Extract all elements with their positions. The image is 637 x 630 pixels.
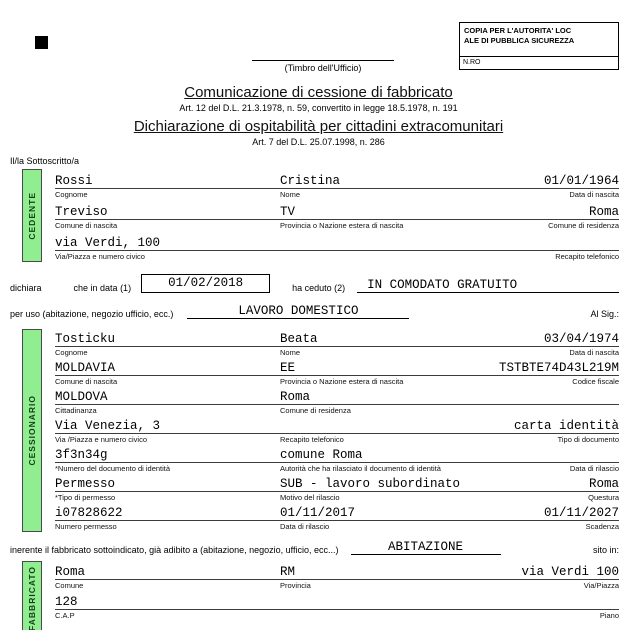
cessionario-comune-residenza-label: Comune di residenza <box>280 406 351 415</box>
cedente-recapito-label: Recapito telefonico <box>555 252 619 261</box>
section-cessionario <box>22 329 619 532</box>
cessionario-indirizzo-value: Via Venezia, 3 <box>55 418 161 433</box>
fabbricato-cap-label: C.A.P <box>55 611 75 620</box>
cessionario-scadenza-label: Scadenza <box>585 522 619 531</box>
secondary-subtitle: Art. 7 del D.L. 25.07.1998, n. 286 <box>252 137 385 147</box>
cessionario-row-address <box>55 416 619 445</box>
cedente-indirizzo-label: Via/Piazza e numero civico <box>55 252 145 261</box>
fabbricato-via-label: Via/Piazza <box>583 581 619 590</box>
copy-authority-line1: COPIA PER L'AUTORITA' LOC <box>464 26 572 35</box>
cedente-comune-residenza-value: Roma <box>588 204 619 219</box>
office-stamp-area <box>252 60 394 73</box>
cessionario-nome-label: Nome <box>280 348 301 357</box>
inerente-label: inerente il fabbricato sottoindicato, già adibito a (abitazione, negozio, ufficio, ecc...) <box>10 545 339 555</box>
cedente-indirizzo-value: via Verdi, 100 <box>55 235 161 250</box>
cessionario-tipo-permesso-label: *Tipo di permesso <box>55 493 116 502</box>
registration-corner-mark <box>35 36 48 49</box>
cessionario-row-permesso-dati <box>55 503 619 532</box>
cessionario-indirizzo-label: Via /Piazza e numero civico <box>55 435 147 444</box>
cessionario-tipo-documento-label: Tipo di documento <box>557 435 619 444</box>
section-cedente <box>22 169 619 262</box>
cedente-comune-residenza-label: Comune di residenza <box>548 221 619 230</box>
inerente-row <box>10 539 619 555</box>
cedente-comune-nascita-label: Comune di nascita <box>55 221 118 230</box>
cessionario-row-citizenship <box>55 387 619 416</box>
cessionario-data-rilascio-doc-label: Data di rilascio <box>569 464 619 473</box>
titolo-cessione-value: IN COMODATO GRATUITO <box>357 279 619 294</box>
cessionario-provincia-value: EE <box>280 360 296 375</box>
declaration-row <box>10 271 619 293</box>
secondary-title: Dichiarazione di ospitabilità per cittadini extracomunitari <box>133 118 504 135</box>
cedente-cognome-label: Cognome <box>55 190 88 199</box>
cedente-tab-label: CEDENTE <box>27 191 37 240</box>
stamp-label: (Timbro dell'Ufficio) <box>284 63 362 73</box>
copy-authority-text <box>460 23 618 56</box>
che-in-data-label: che in data (1) <box>73 283 132 293</box>
cedente-row-identity <box>55 169 619 200</box>
stamp-line <box>252 60 394 61</box>
fabbricato-row-location <box>55 561 619 591</box>
fabbricato-via-value: via Verdi 100 <box>521 564 619 579</box>
cessionario-motivo-rilascio-value: SUB - lavoro subordinato <box>280 476 461 491</box>
cessionario-codice-fiscale-value: TSTBTE74D43L219M <box>498 360 619 375</box>
fabbricato-provincia-value: RM <box>280 564 296 579</box>
cedente-cognome-value: Rossi <box>55 173 93 188</box>
fabbricato-provincia-label: Provincia <box>280 581 311 590</box>
fabbricato-cap-value: 128 <box>55 594 78 609</box>
cedente-nome-label: Nome <box>280 190 301 199</box>
main-subtitle: Art. 12 del D.L. 21.3.1978, n. 59, convertito in legge 18.5.1978, n. 191 <box>179 103 458 113</box>
fabbricato-tab-label: FABBRICATO <box>27 565 37 630</box>
cessionario-codice-fiscale-label: Codice fiscale <box>572 377 619 386</box>
main-title: Comunicazione di cessione di fabbricato <box>184 84 453 101</box>
fabbricato-comune-value: Roma <box>55 564 86 579</box>
cessionario-numero-permesso-label: Numero permesso <box>55 522 117 531</box>
cessionario-questura-value: Roma <box>588 476 619 491</box>
fabbricato-piano-label: Piano <box>599 611 619 620</box>
sito-in-label: sito in: <box>592 545 619 555</box>
cedente-tab <box>22 169 42 262</box>
cessionario-numero-documento-label: *Numero del documento di identità <box>55 464 171 473</box>
cessionario-autorita-value: comune Roma <box>280 447 363 462</box>
cessionario-row-birth <box>55 358 619 387</box>
fabbricato-tab <box>22 561 42 630</box>
cessionario-numero-documento-value: 3f3n34g <box>55 447 108 462</box>
cedente-data-nascita-label: Data di nascita <box>569 190 619 199</box>
cessionario-motivo-rilascio-label: Motivo del rilascio <box>280 493 340 502</box>
cessionario-numero-permesso-value: i07828622 <box>55 505 123 520</box>
fabbricato-comune-label: Comune <box>55 581 84 590</box>
cessionario-cittadinanza-value: MOLDOVA <box>55 389 108 404</box>
dichiara-label: dichiara <box>10 283 42 293</box>
cessionario-cognome-value: Tosticku <box>55 331 116 346</box>
cessionario-autorita-label: Autorità che ha rilasciato il documento di identità <box>280 464 441 473</box>
cedente-row-address <box>55 231 619 262</box>
cessionario-cittadinanza-label: Cittadinanza <box>55 406 97 415</box>
cessionario-tab <box>22 329 42 532</box>
cessionario-data-nascita-value: 03/04/1974 <box>543 331 619 346</box>
cessionario-comune-nascita-value: MOLDAVIA <box>55 360 116 375</box>
cessionario-nome-value: Beata <box>280 331 318 346</box>
cedente-data-nascita-value: 01/01/1964 <box>543 173 619 188</box>
cessionario-tipo-documento-value: carta identità <box>513 418 619 433</box>
adibito-value: ABITAZIONE <box>351 541 501 556</box>
copy-authority-line2: ALE DI PUBBLICA SICUREZZA <box>464 36 575 46</box>
fabbricato-row-cap <box>55 591 619 621</box>
cedente-nome-value: Cristina <box>280 173 341 188</box>
cessionario-row-document <box>55 445 619 474</box>
ha-ceduto-label: ha ceduto (2) <box>292 283 346 293</box>
cessionario-data-rilascio-permesso-value: 01/11/2017 <box>280 505 356 520</box>
cessionario-scadenza-value: 01/11/2027 <box>543 505 619 520</box>
cessionario-row-identity <box>55 329 619 358</box>
data-cessione-value: 01/02/2018 <box>141 274 270 293</box>
cessionario-recapito-label: Recapito telefonico <box>280 435 344 444</box>
cessionario-row-permesso-tipo <box>55 474 619 503</box>
intro-label: Il/la Sottoscritto/a <box>10 156 80 166</box>
al-sig-label: Al Sig.: <box>590 309 619 319</box>
cedente-comune-nascita-value: Treviso <box>55 204 108 219</box>
section-fabbricato <box>22 561 619 630</box>
cessionario-tab-label: CESSIONARIO <box>27 395 37 466</box>
copy-authority-box <box>459 22 619 70</box>
cessionario-comune-residenza-value: Roma <box>280 389 311 404</box>
cedente-row-birth <box>55 200 619 231</box>
per-uso-row <box>10 301 619 319</box>
cessionario-cognome-label: Cognome <box>55 348 88 357</box>
cedente-provincia-value: TV <box>280 204 296 219</box>
per-uso-label: per uso (abitazione, negozio ufficio, ecc.) <box>10 309 174 319</box>
cedente-provincia-label: Provincia o Nazione estera di nascita <box>280 221 404 230</box>
cessionario-comune-nascita-label: Comune di nascita <box>55 377 118 386</box>
cessionario-data-rilascio-permesso-label: Data di rilascio <box>280 522 330 531</box>
uso-value: LAVORO DOMESTICO <box>187 305 409 320</box>
nro-label: N.RO <box>460 56 618 69</box>
cessionario-data-nascita-label: Data di nascita <box>569 348 619 357</box>
cessionario-tipo-permesso-value: Permesso <box>55 476 116 491</box>
cessionario-questura-label: Questura <box>588 493 619 502</box>
cessionario-provincia-label: Provincia o Nazione estera di nascita <box>280 377 404 386</box>
